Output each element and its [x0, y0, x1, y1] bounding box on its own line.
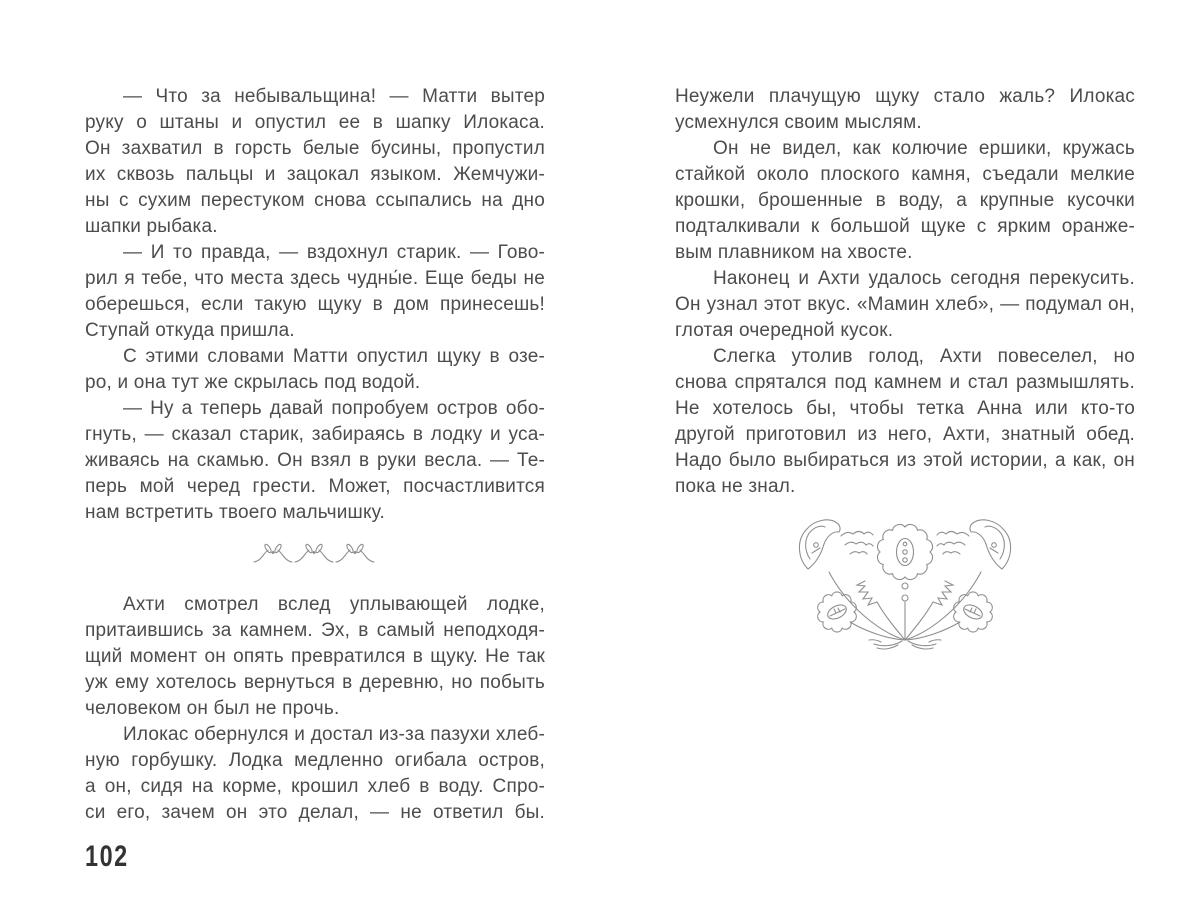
text-line: Он узнал этот вкус. «Мамин хлеб», — подумал он, [675, 294, 1135, 315]
paragraph [85, 240, 545, 344]
text-line: шапки рыбака. [85, 216, 218, 237]
text-line: руку о штаны и опустил ее в шапку Илокаса. [85, 112, 545, 133]
text-line: притаившись за камнем. Эх, в самый неподходя- [85, 620, 545, 641]
text-line: вым плавником на хвосте. [675, 242, 913, 263]
text-line: Илокас обернулся и достал из-за пазухи хлеб- [123, 724, 545, 745]
text-line: Надо было выбираться из этой истории, а как, он [675, 450, 1135, 471]
floral-divider-icon [253, 542, 377, 568]
paragraph [85, 722, 545, 826]
text-line: Слегка утолив голод, Ахти повеселел, но [713, 346, 1135, 367]
text-line: — И то правда, — вздохнул старик. — Гово- [123, 242, 545, 263]
left-text-column [85, 84, 545, 826]
text-line: оберешься, если такую щуку в дом принесешь! [85, 294, 545, 315]
text-line: Неужели плачущую щуку стало жаль? Илокас [675, 86, 1135, 107]
text-line: Ахти смотрел вслед уплывающей лодке, [123, 594, 545, 615]
text-line: ро, и она тут же скрылась под водой. [85, 372, 421, 393]
text-line: крошки, брошенные в воду, а крупные кусочки [675, 190, 1135, 211]
text-line: их сквозь пальцы и зацокал языком. Жемчужи- [85, 164, 545, 185]
paragraph [85, 592, 545, 722]
right-text-column [675, 84, 1135, 660]
text-line: усмехнулся своим мыслям. [675, 112, 922, 133]
paragraph [85, 344, 545, 396]
text-line: — Ну а теперь давай попробуем остров обо- [123, 398, 545, 419]
paragraph [85, 396, 545, 526]
text-line: подталкивали к большой щуке с ярким оранже- [675, 216, 1135, 237]
text-line: Наконец и Ахти удалось сегодня перекусить. [713, 268, 1135, 289]
text-line: живаясь на скамью. Он взял в руки весла. — Те- [85, 450, 545, 471]
text-line: пока не знал. [675, 476, 796, 497]
floral-bouquet-illustration [675, 512, 1135, 660]
text-line: перь мой черед грести. Может, посчастливится [85, 476, 545, 497]
text-line: снова спрятался под камнем и стал размышлять. [675, 372, 1135, 393]
paragraph [675, 136, 1135, 266]
text-line: гнуть, — сказал старик, забираясь в лодку и уса- [85, 424, 545, 445]
text-line: а он, сидя на корме, крошил хлеб в воду. Спро- [85, 776, 545, 797]
text-line: щий момент он опять превратился в щуку. Не так [85, 646, 545, 667]
paragraph [675, 84, 1135, 136]
page-number: 102 [85, 840, 129, 873]
floral-bouquet-icon [795, 512, 1015, 652]
text-line: стайкой около плоского камня, съедали мелкие [675, 164, 1135, 185]
text-line: ны с сухим перестуком снова ссыпались на дно [85, 190, 545, 211]
text-line: — Что за небывальщина! — Матти вытер [123, 86, 545, 107]
paragraph [675, 344, 1135, 500]
paragraph [675, 266, 1135, 344]
text-line: уж ему хотелось вернуться в деревню, но побыть [85, 672, 545, 693]
text-line: рил я тебе, что места здесь чудны́е. Еще беды не [85, 268, 545, 289]
floral-divider-ornament [85, 542, 545, 568]
text-line: Не хотелось бы, чтобы тетка Анна или кто-то [675, 398, 1135, 419]
text-line: Он не видел, как колючие ершики, кружась [713, 138, 1135, 159]
text-line: человеком он был не прочь. [85, 698, 340, 719]
text-line: Ступай откуда пришла. [85, 320, 295, 341]
paragraph [85, 84, 545, 240]
text-line: С этими словами Матти опустил щуку в озе- [123, 346, 545, 367]
text-line: нам встретить твоего мальчишку. [85, 502, 385, 523]
text-line: Он захватил в горсть белые бусины, пропустил [85, 138, 545, 159]
text-line: си его, зачем он это делал, — не ответил бы. [85, 802, 545, 823]
text-line: другой приготовил из него, Ахти, знатный обед. [675, 424, 1135, 445]
text-line: ную горбушку. Лодка медленно огибала остров, [85, 750, 545, 771]
text-line: глотая очередной кусок. [675, 320, 894, 341]
